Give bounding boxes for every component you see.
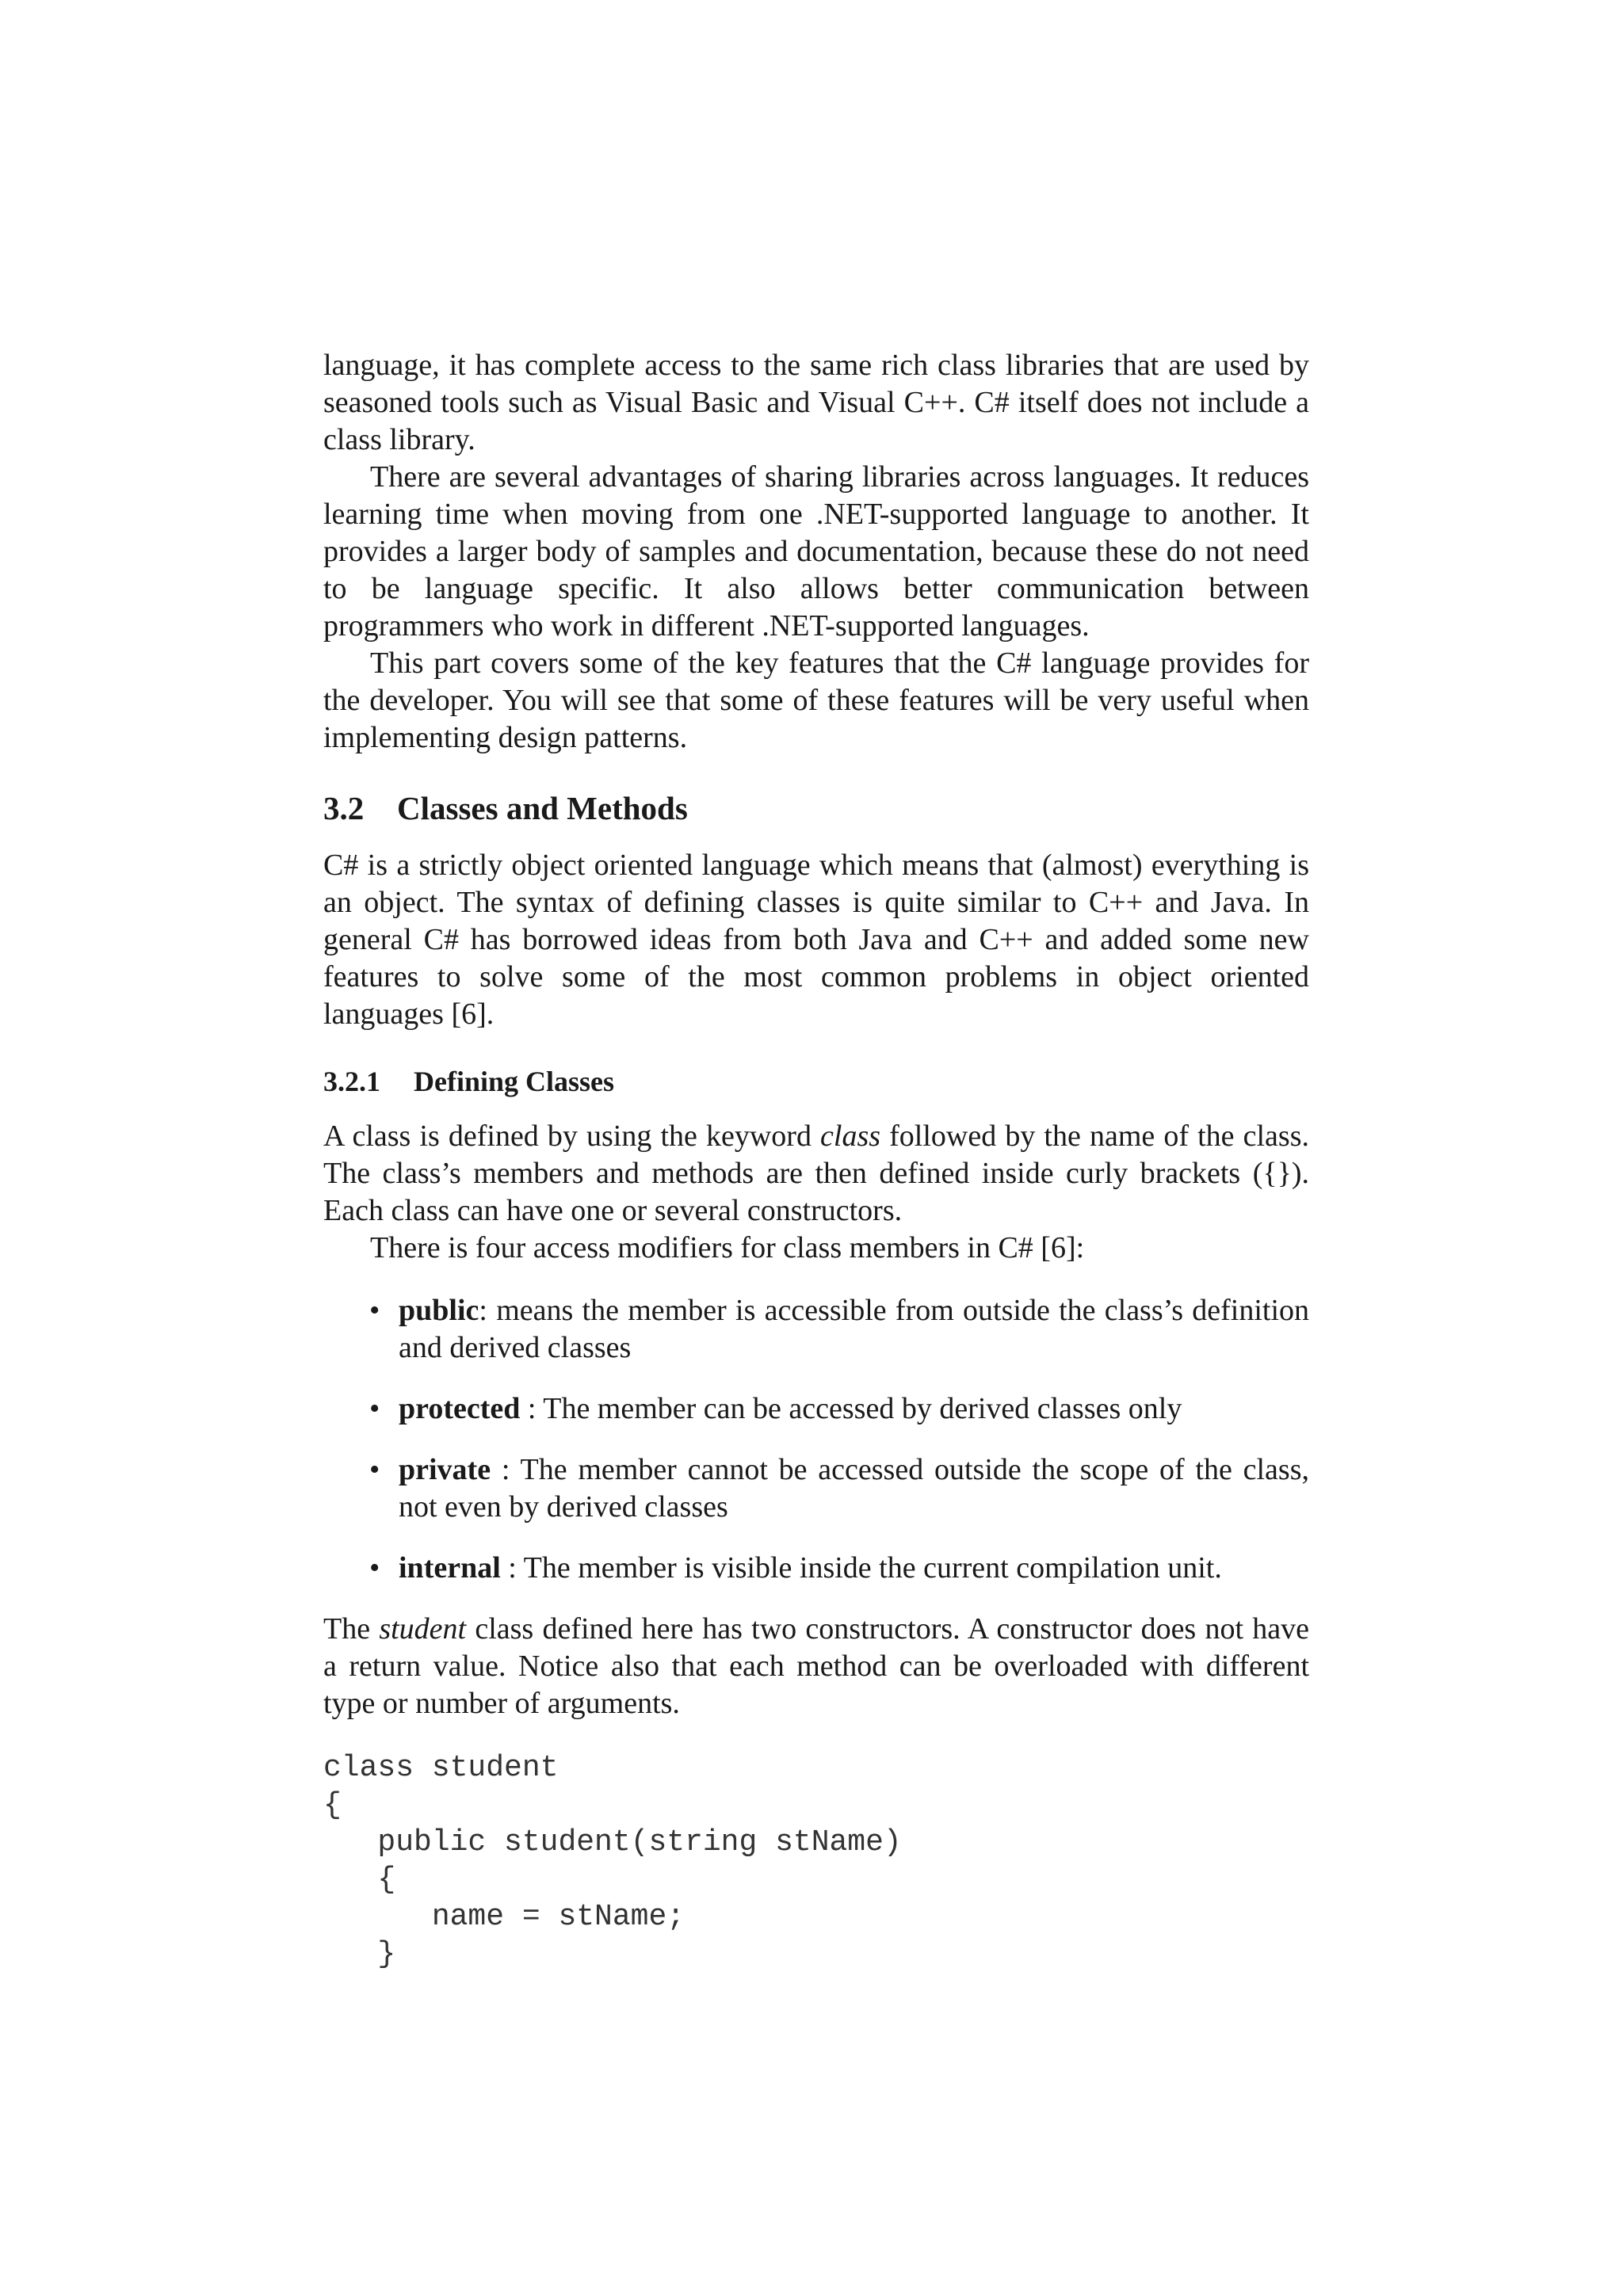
section-heading — [323, 788, 1309, 828]
subsection-body-before: A class is defined by using the keyword — [323, 1119, 821, 1153]
section-number: 3.2 — [323, 790, 365, 826]
access-modifiers-list — [323, 1292, 1309, 1587]
modifier-desc: : The member cannot be accessed outside the scope of the class, not even by derived classes — [399, 1453, 1309, 1524]
modifier-desc: : The member can be accessed by derived classes only — [520, 1392, 1182, 1425]
student-keyword: student — [379, 1612, 467, 1646]
intro-paragraph-1: language, it has complete access to the same rich class libraries that are used by seasoned tools such as Visual Basic and Visual C++. C# itself does not include a class library. — [323, 349, 1309, 456]
code-line: class student — [323, 1751, 559, 1785]
subsection-body-after: followed by the name of the class. The class’s members and methods are then defined inside curly brackets ({}). Each class can have one or several constructors. — [323, 1119, 1309, 1227]
code-line: { — [323, 1788, 342, 1822]
bullet-icon: • — [369, 1453, 380, 1486]
modifier-name: internal — [399, 1551, 501, 1585]
modifiers-intro: There is four access modifiers for class members in C# [6]: — [370, 1231, 1085, 1264]
code-line: name = stName; — [323, 1900, 685, 1934]
intro-paragraph-2: There are several advantages of sharing libraries across languages. It reduces learning time when moving from one .NET-supported language to another. It provides a larger body of samples and documentation, because these do not need to be language specific. It also allows better communication between programmers who work in different .NET-supported languages. — [323, 460, 1309, 643]
subsection-body — [323, 1118, 1309, 1230]
list-item-public — [323, 1292, 1309, 1367]
modifier-desc: : means the member is accessible from outside the class’s definition and derived classes — [399, 1294, 1309, 1364]
section-title: Classes and Methods — [397, 790, 688, 826]
bullet-icon: • — [369, 1294, 380, 1327]
subsection-number: 3.2.1 — [323, 1066, 380, 1097]
bullet-icon: • — [369, 1392, 380, 1425]
student-before: The — [323, 1612, 380, 1646]
code-block — [323, 1749, 1309, 1973]
code-line: { — [323, 1863, 396, 1897]
student-paragraph — [323, 1611, 1309, 1722]
modifier-name: private — [399, 1453, 491, 1486]
student-after: class defined here has two constructors. A constructor does not have a return value. Notice also that each method can be overloaded with different type or number of arguments. — [323, 1612, 1309, 1720]
intro-paragraph-3: This part covers some of the key features that the C# language provides for the developer. You will see that some of these features will be very useful when implementing design patterns. — [323, 646, 1309, 754]
bullet-icon: • — [369, 1551, 380, 1585]
modifier-desc: : The member is visible inside the current compilation unit. — [500, 1551, 1222, 1585]
code-line: public student(string stName) — [323, 1825, 902, 1859]
section-body: C# is a strictly object oriented language which means that (almost) everything is an object. The syntax of defining classes is quite similar to C++ and Java. In general C# has borrowed ideas from both Java and C++ and added some new features to solve some of the most common problems in object oriented languages [6]. — [323, 849, 1309, 1031]
subsection-heading — [323, 1063, 1309, 1100]
modifier-name: public — [399, 1294, 479, 1327]
list-item-private — [323, 1451, 1309, 1526]
list-item-internal — [323, 1550, 1309, 1587]
code-line: } — [323, 1937, 396, 1971]
subsection-title: Defining Classes — [414, 1066, 615, 1097]
modifier-name: protected — [399, 1392, 521, 1425]
list-item-protected — [323, 1390, 1309, 1428]
class-keyword: class — [820, 1119, 881, 1153]
document-page — [323, 347, 1309, 1973]
